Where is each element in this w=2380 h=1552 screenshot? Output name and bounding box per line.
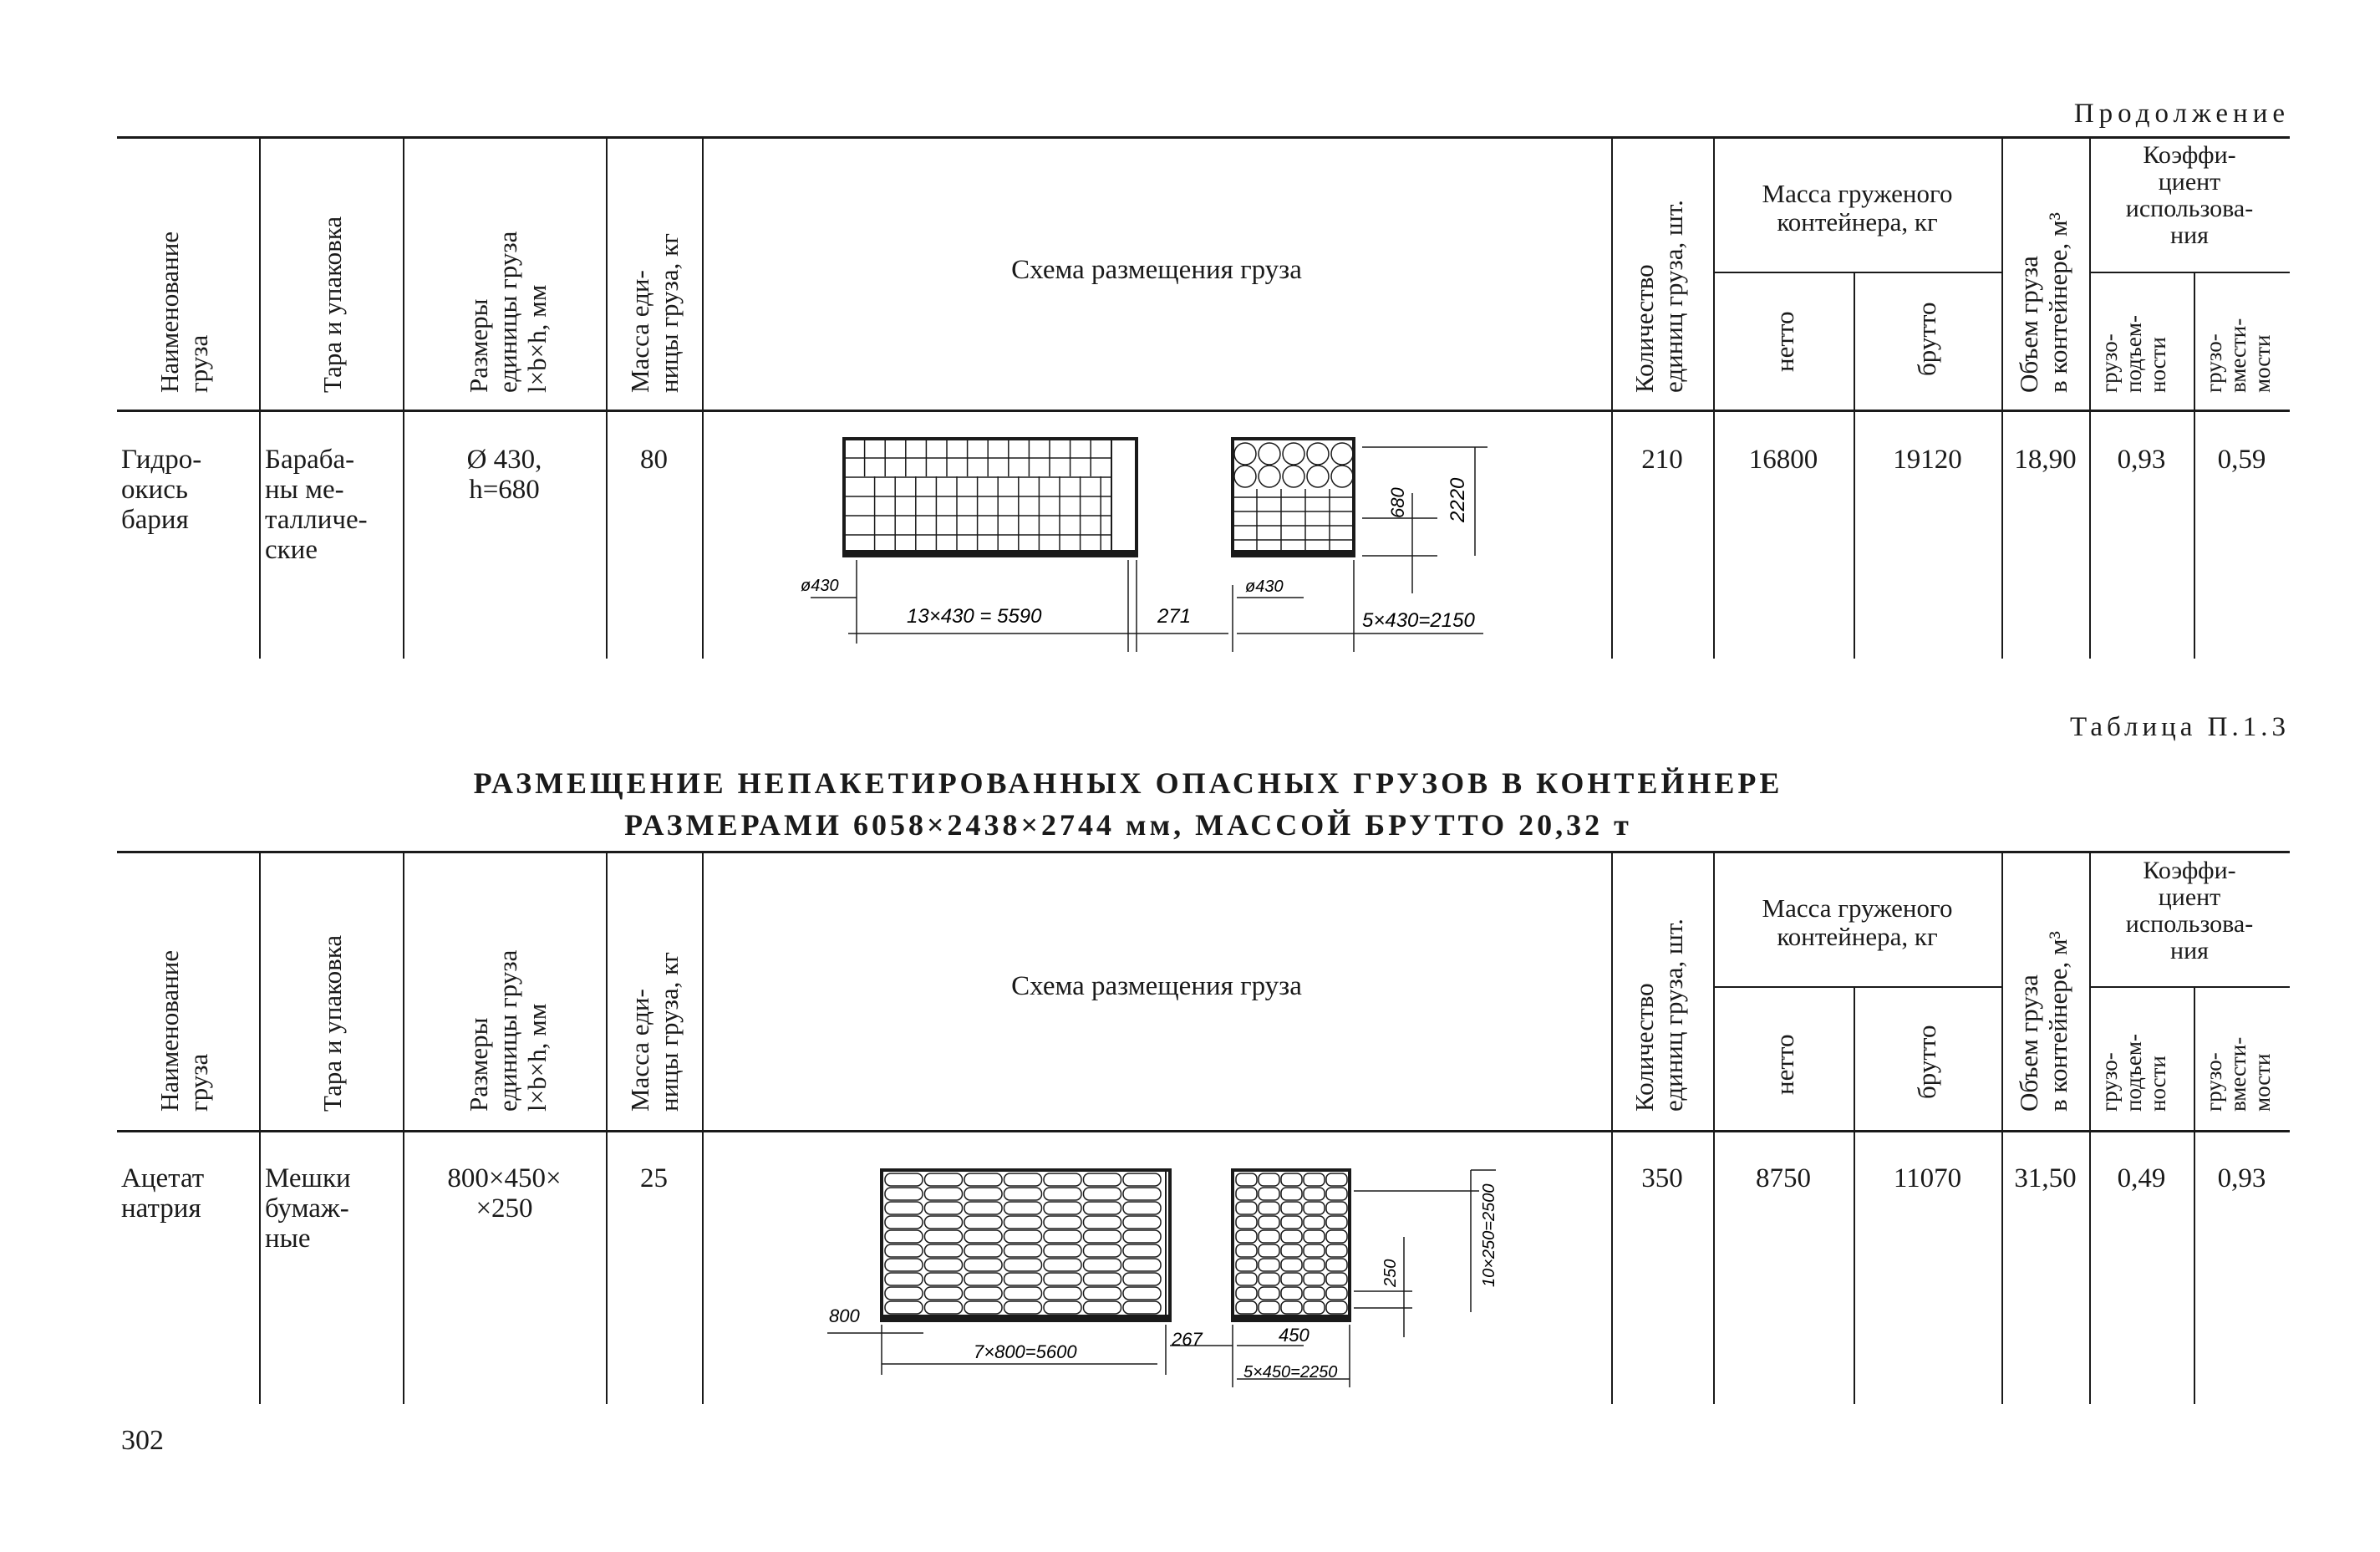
subheader-line: [2089, 272, 2290, 273]
bag-shape: [1259, 1216, 1279, 1229]
bag-shape: [1084, 1244, 1121, 1257]
bag-shape: [1326, 1259, 1347, 1271]
bag-shape: [1084, 1287, 1121, 1300]
bag-shape: [1236, 1173, 1257, 1186]
header-count: Количество единиц груза, шт.: [1630, 200, 1688, 393]
bag-shape: [1304, 1202, 1325, 1214]
bag-shape: [1326, 1287, 1347, 1300]
bag-shape: [1236, 1273, 1257, 1285]
bag-shape: [925, 1244, 963, 1257]
cell-dimensions: 800×450× ×250: [447, 1163, 562, 1224]
col-divider: [1854, 986, 1855, 1404]
col-divider: [2001, 851, 2003, 1404]
bag-shape: [885, 1230, 923, 1243]
bag-shape: [1236, 1244, 1257, 1257]
dim-width: 5×450=2250: [1243, 1363, 1338, 1382]
table-title: [418, 762, 1838, 846]
bag-shape: [1304, 1244, 1325, 1257]
bag-shape: [925, 1301, 963, 1314]
bag-shape: [1123, 1301, 1161, 1314]
bag-shape: [964, 1216, 1002, 1229]
cell-coef-lift: 0,49: [2117, 1163, 2166, 1193]
bag-shape: [1304, 1301, 1325, 1314]
subheader-line: [1713, 986, 2001, 988]
bag-shape: [1004, 1273, 1042, 1285]
bag-shape: [1044, 1202, 1081, 1214]
bag-shape: [1044, 1188, 1081, 1200]
page-number: 302: [121, 1425, 164, 1456]
col-divider: [606, 136, 608, 659]
col-divider: [2001, 136, 2003, 659]
container-side-view: [882, 1170, 1170, 1320]
bag-shape: [1044, 1287, 1081, 1300]
bag-shape: [964, 1188, 1002, 1200]
bag-shape: [1281, 1273, 1302, 1285]
dim-height: 250: [1381, 1259, 1400, 1287]
dim-length: 13×430 = 5590: [907, 605, 1042, 628]
bag-shape: [885, 1202, 923, 1214]
table-label: Таблица П.1.3: [2070, 712, 2290, 742]
bag-shape: [1259, 1259, 1279, 1271]
bag-shape: [1326, 1301, 1347, 1314]
bag-shape: [1123, 1202, 1161, 1214]
drum-circle: [1259, 443, 1280, 465]
bag-shape: [1236, 1230, 1257, 1243]
cell-packaging: Бараба- ны ме- талличе- ские: [265, 445, 368, 565]
header-net: нетто: [1770, 311, 1799, 372]
header-volume: Объем груза в контейнере, м³: [2014, 212, 2072, 393]
bag-shape: [1236, 1202, 1257, 1214]
bag-shape: [1084, 1188, 1121, 1200]
bag-shape: [1004, 1259, 1042, 1271]
bag-shape: [1281, 1188, 1302, 1200]
bag-shape: [1123, 1259, 1161, 1271]
bag-shape: [1304, 1230, 1325, 1243]
dim-width: 5×430=2150: [1362, 609, 1475, 632]
cell-gross: 11070: [1893, 1163, 1962, 1193]
bag-shape: [885, 1273, 923, 1285]
bag-shape: [885, 1287, 923, 1300]
drum-circle: [1307, 466, 1329, 487]
bag-shape: [885, 1259, 923, 1271]
drum-circle: [1331, 443, 1353, 465]
bag-shape: [1004, 1230, 1042, 1243]
drum-circle: [1331, 466, 1353, 487]
cell-dimensions: Ø 430, h=680: [466, 445, 542, 505]
header-scheme: Схема размещения груза: [1011, 971, 1302, 1001]
cell-net: 8750: [1756, 1163, 1811, 1193]
bag-shape: [1004, 1188, 1042, 1200]
header-volume: Объем груза в контейнере, м³: [2014, 931, 2072, 1112]
dim-bag-length: 800: [829, 1305, 860, 1326]
cell-gross: 19120: [1893, 445, 1962, 475]
header-name: Наименование груза: [155, 231, 213, 393]
header-packaging: Тара и упаковка: [318, 934, 347, 1112]
dim-length: 7×800=5600: [974, 1341, 1077, 1362]
bag-shape: [1281, 1173, 1302, 1186]
bag-shape: [925, 1173, 963, 1186]
bag-shape: [925, 1202, 963, 1214]
bag-shape: [1281, 1202, 1302, 1214]
bag-shape: [1084, 1202, 1121, 1214]
cell-count: 350: [1641, 1163, 1683, 1193]
cell-name: Гидро- окись бария: [121, 445, 202, 535]
col-divider: [606, 851, 608, 1404]
bag-shape: [885, 1301, 923, 1314]
col-divider: [1611, 136, 1613, 659]
bag-shape: [1044, 1259, 1081, 1271]
bag-shape: [1281, 1259, 1302, 1271]
header-coef-capacity: грузо- вмести- мости: [2201, 1036, 2275, 1112]
bag-shape: [1259, 1230, 1279, 1243]
bag-shape: [1259, 1188, 1279, 1200]
header-net: нетто: [1770, 1034, 1799, 1095]
col-divider: [2194, 986, 2195, 1404]
cell-coef-lift: 0,93: [2117, 445, 2166, 475]
header-packaging: Тара и упаковка: [318, 216, 347, 393]
cell-unit-mass: 80: [640, 445, 668, 475]
bag-shape: [1304, 1259, 1325, 1271]
header-gross: брутто: [1912, 302, 1941, 376]
bag-shape: [1281, 1244, 1302, 1257]
bag-shape: [1084, 1273, 1121, 1285]
bag-shape: [1326, 1244, 1347, 1257]
bag-shape: [925, 1273, 963, 1285]
bag-shape: [1236, 1188, 1257, 1200]
bag-shape: [1084, 1259, 1121, 1271]
container-end-view: [1233, 1170, 1350, 1320]
bag-shape: [1259, 1273, 1279, 1285]
header-dimensions: Размеры единицы груза l×b×h, мм: [464, 231, 552, 393]
bag-shape: [885, 1244, 923, 1257]
col-divider: [259, 851, 261, 1404]
header-dimensions: Размеры единицы груза l×b×h, мм: [464, 949, 552, 1112]
bag-shape: [1004, 1301, 1042, 1314]
bag-shape: [1004, 1287, 1042, 1300]
col-divider: [403, 851, 404, 1404]
header-unit-mass: Масса еди- ницы груза, кг: [625, 952, 684, 1112]
bag-shape: [1123, 1244, 1161, 1257]
bag-shape: [1004, 1216, 1042, 1229]
drum-circle: [1307, 443, 1329, 465]
table-title-line-1: РАЗМЕЩЕНИЕ НЕПАКЕТИРОВАННЫХ ОПАСНЫХ ГРУЗОВ В КОНТЕЙНЕРЕ: [473, 766, 1783, 800]
cell-count: 210: [1641, 445, 1683, 475]
bag-shape: [1281, 1216, 1302, 1229]
header-count: Количество единиц груза, шт.: [1630, 918, 1688, 1112]
bag-shape: [964, 1287, 1002, 1300]
bag-shape: [1304, 1173, 1325, 1186]
subheader-line: [2089, 986, 2290, 988]
drum-circle: [1283, 466, 1304, 487]
bag-shape: [1044, 1273, 1081, 1285]
loading-scheme-bags: [702, 1145, 1611, 1396]
header-coefficient: Коэффи- циент использова- ния: [2125, 857, 2254, 964]
bag-shape: [1123, 1188, 1161, 1200]
cell-coef-capacity: 0,93: [2217, 1163, 2266, 1193]
bag-shape: [1084, 1230, 1121, 1243]
header-unit-mass: Масса еди- ницы груза, кг: [625, 233, 684, 393]
bag-shape: [925, 1230, 963, 1243]
col-divider: [403, 136, 404, 659]
bag-shape: [1281, 1287, 1302, 1300]
header-coef-lift: грузо- подъем- ности: [2097, 1034, 2170, 1112]
cell-volume: 31,50: [2014, 1163, 2077, 1193]
bag-shape: [1326, 1216, 1347, 1229]
table-title-line-2: РАЗМЕРАМИ 6058×2438×2744 мм, МАССОЙ БРУТТО 20,32 т: [624, 808, 1632, 842]
header-name: Наименование груза: [155, 949, 213, 1112]
bag-shape: [964, 1202, 1002, 1214]
bag-shape: [1281, 1301, 1302, 1314]
cell-packaging: Мешки бумаж- ные: [265, 1163, 351, 1254]
bag-shape: [1236, 1287, 1257, 1300]
bag-shape: [1123, 1273, 1161, 1285]
dim-total-height: 10×250=2500: [1480, 1183, 1498, 1287]
bag-shape: [1326, 1202, 1347, 1214]
col-divider: [259, 136, 261, 659]
bag-shape: [885, 1173, 923, 1186]
bag-shape: [1004, 1244, 1042, 1257]
bag-shape: [925, 1188, 963, 1200]
bag-shape: [1236, 1216, 1257, 1229]
bag-shape: [1281, 1230, 1302, 1243]
bag-shape: [1259, 1202, 1279, 1214]
bag-shape: [1123, 1173, 1161, 1186]
bag-shape: [1304, 1287, 1325, 1300]
header-coef-capacity: грузо- вмести- мости: [2201, 318, 2275, 393]
dim-total-height: 2220: [1447, 477, 1469, 522]
continuation-label: Продолжение: [2073, 99, 2290, 129]
dim-diameter-1: ø430: [801, 577, 839, 595]
dim-bag-width: 450: [1279, 1325, 1310, 1346]
drum-circle: [1283, 443, 1304, 465]
bag-shape: [885, 1188, 923, 1200]
bag-shape: [1123, 1287, 1161, 1300]
header-loaded-mass: Масса груженого контейнера, кг: [1762, 893, 1953, 951]
bag-shape: [1326, 1230, 1347, 1243]
header-coefficient: Коэффи- циент использова- ния: [2125, 141, 2254, 249]
header-loaded-mass: Масса груженого контейнера, кг: [1762, 179, 1953, 237]
bag-shape: [1004, 1202, 1042, 1214]
bag-shape: [885, 1216, 923, 1229]
bag-shape: [1123, 1230, 1161, 1243]
col-divider: [1611, 851, 1613, 1404]
subheader-line: [1713, 272, 2001, 273]
bag-shape: [964, 1301, 1002, 1314]
bag-shape: [1044, 1216, 1081, 1229]
bag-shape: [1326, 1188, 1347, 1200]
bag-shape: [964, 1273, 1002, 1285]
bag-shape: [1044, 1244, 1081, 1257]
bag-shape: [964, 1244, 1002, 1257]
header-scheme: Схема размещения груза: [1011, 255, 1302, 285]
loading-scheme-drums: [702, 418, 1611, 660]
bag-shape: [1326, 1173, 1347, 1186]
table-border: [117, 851, 2290, 853]
dim-gap: 267: [1172, 1329, 1203, 1350]
bag-shape: [1304, 1188, 1325, 1200]
bag-shape: [1259, 1301, 1279, 1314]
bag-shape: [964, 1259, 1002, 1271]
bag-shape: [1084, 1216, 1121, 1229]
dim-height: 680: [1387, 487, 1408, 518]
bag-shape: [1259, 1287, 1279, 1300]
bag-shape: [1304, 1216, 1325, 1229]
header-separator: [117, 410, 2290, 412]
bag-shape: [1004, 1173, 1042, 1186]
bag-shape: [1044, 1173, 1081, 1186]
bag-shape: [1259, 1244, 1279, 1257]
drum-circle: [1234, 443, 1256, 465]
dim-gap: 271: [1157, 605, 1192, 628]
drum-circle: [1259, 466, 1280, 487]
bag-shape: [925, 1287, 963, 1300]
cell-coef-capacity: 0,59: [2217, 445, 2266, 475]
header-gross: брутто: [1912, 1025, 1941, 1099]
cell-name: Ацетат натрия: [121, 1163, 205, 1224]
container-end-view: [1233, 439, 1354, 556]
bag-shape: [1236, 1259, 1257, 1271]
bag-shape: [1304, 1273, 1325, 1285]
bag-shape: [1044, 1301, 1081, 1314]
bag-shape: [964, 1173, 1002, 1186]
bag-shape: [1236, 1301, 1257, 1314]
table-border: [117, 136, 2290, 139]
bag-shape: [1326, 1273, 1347, 1285]
cell-net: 16800: [1748, 445, 1818, 475]
header-separator: [117, 1130, 2290, 1132]
cell-volume: 18,90: [2014, 445, 2077, 475]
bag-shape: [925, 1259, 963, 1271]
header-coef-lift: грузо- подъем- ности: [2097, 315, 2170, 393]
bag-shape: [1084, 1173, 1121, 1186]
cell-unit-mass: 25: [640, 1163, 668, 1193]
bag-shape: [1259, 1173, 1279, 1186]
bag-shape: [1123, 1216, 1161, 1229]
dim-diameter-2: ø430: [1245, 578, 1284, 596]
bag-shape: [964, 1230, 1002, 1243]
drum-circle: [1234, 466, 1256, 487]
bag-shape: [925, 1216, 963, 1229]
bag-shape: [1044, 1230, 1081, 1243]
container-side-view: [844, 439, 1137, 556]
bag-shape: [1084, 1301, 1121, 1314]
